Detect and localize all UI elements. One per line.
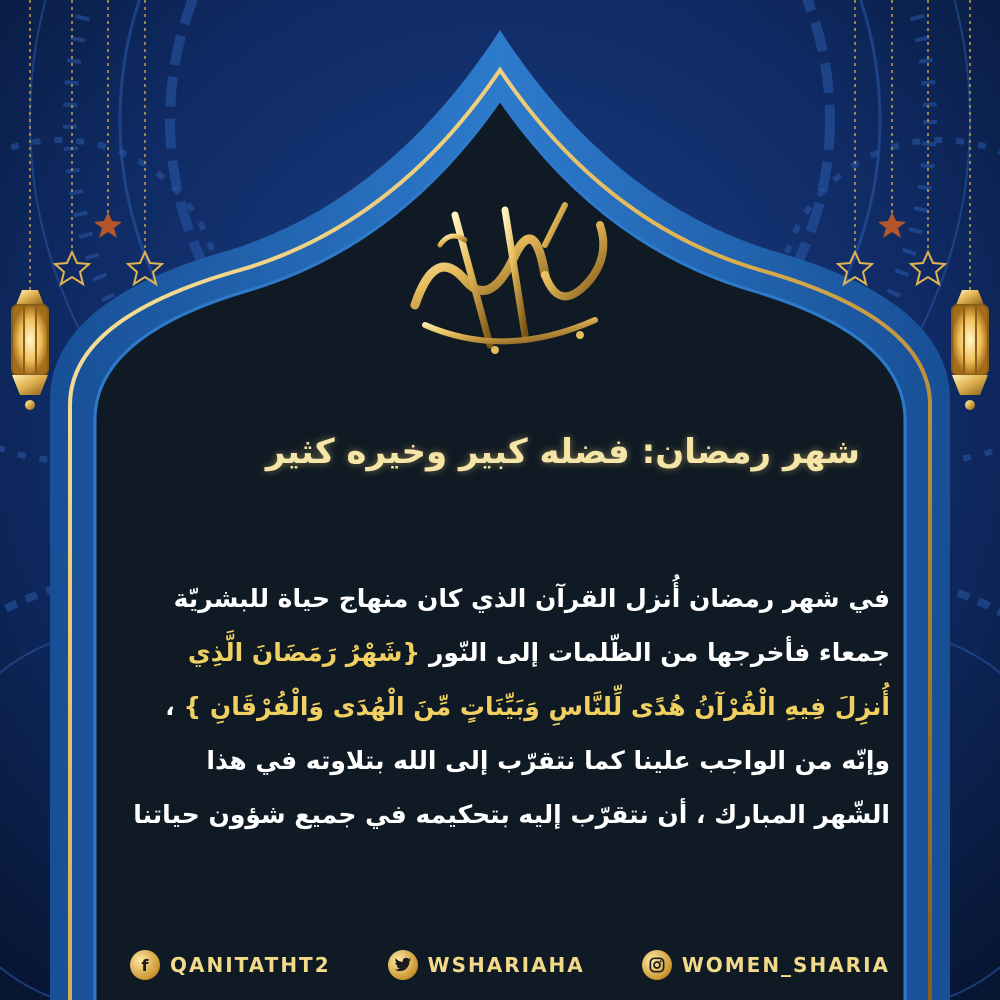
body-line-3-text: ، [165, 692, 184, 721]
instagram-icon [642, 950, 672, 980]
twitter-icon [388, 950, 418, 980]
twitter-link[interactable] [388, 950, 585, 980]
instagram-handle: WOMEN_SHARIA [681, 953, 890, 977]
body-paragraph [118, 572, 890, 842]
facebook-link[interactable] [130, 950, 331, 980]
ramadan-mubarak-calligraphy [395, 185, 625, 365]
body-line-4: وإنّه من الواجب علينا كما نتقرّب إلى الله بتلاوته في هذا [206, 746, 890, 775]
instagram-link[interactable] [642, 950, 890, 980]
body-line-5: الشّهر المبارك ، أن نتقرّب إليه بتحكيمه في جميع شؤون حياتنا [133, 800, 890, 829]
facebook-icon: f [130, 950, 160, 980]
facebook-handle: QANITATHT2 [170, 953, 331, 977]
body-line-1: في شهر رمضان أُنزل القرآن الذي كان منهاج حياة للبشريّة [173, 584, 890, 613]
page-title: شهر رمضان: فضله كبير وخيره كثير [265, 432, 860, 472]
social-footer [130, 945, 890, 985]
twitter-handle: WSHARIAHA [427, 953, 585, 977]
quran-verse-part-2: أُنزِلَ فِيهِ الْقُرْآنُ هُدًى لِّلنَّاسِ وَبَيِّنَاتٍ مِّنَ الْهُدَى وَالْفُرْقَانِ } [183, 692, 890, 721]
body-line-2-text: جمعاء فأخرجها من الظّلمات إلى النّور [420, 638, 890, 667]
quran-verse-part-1: {شَهْرُ رَمَضَانَ الَّذِي [187, 638, 421, 667]
body-line-2 [118, 626, 890, 680]
body-line-3 [118, 680, 890, 734]
